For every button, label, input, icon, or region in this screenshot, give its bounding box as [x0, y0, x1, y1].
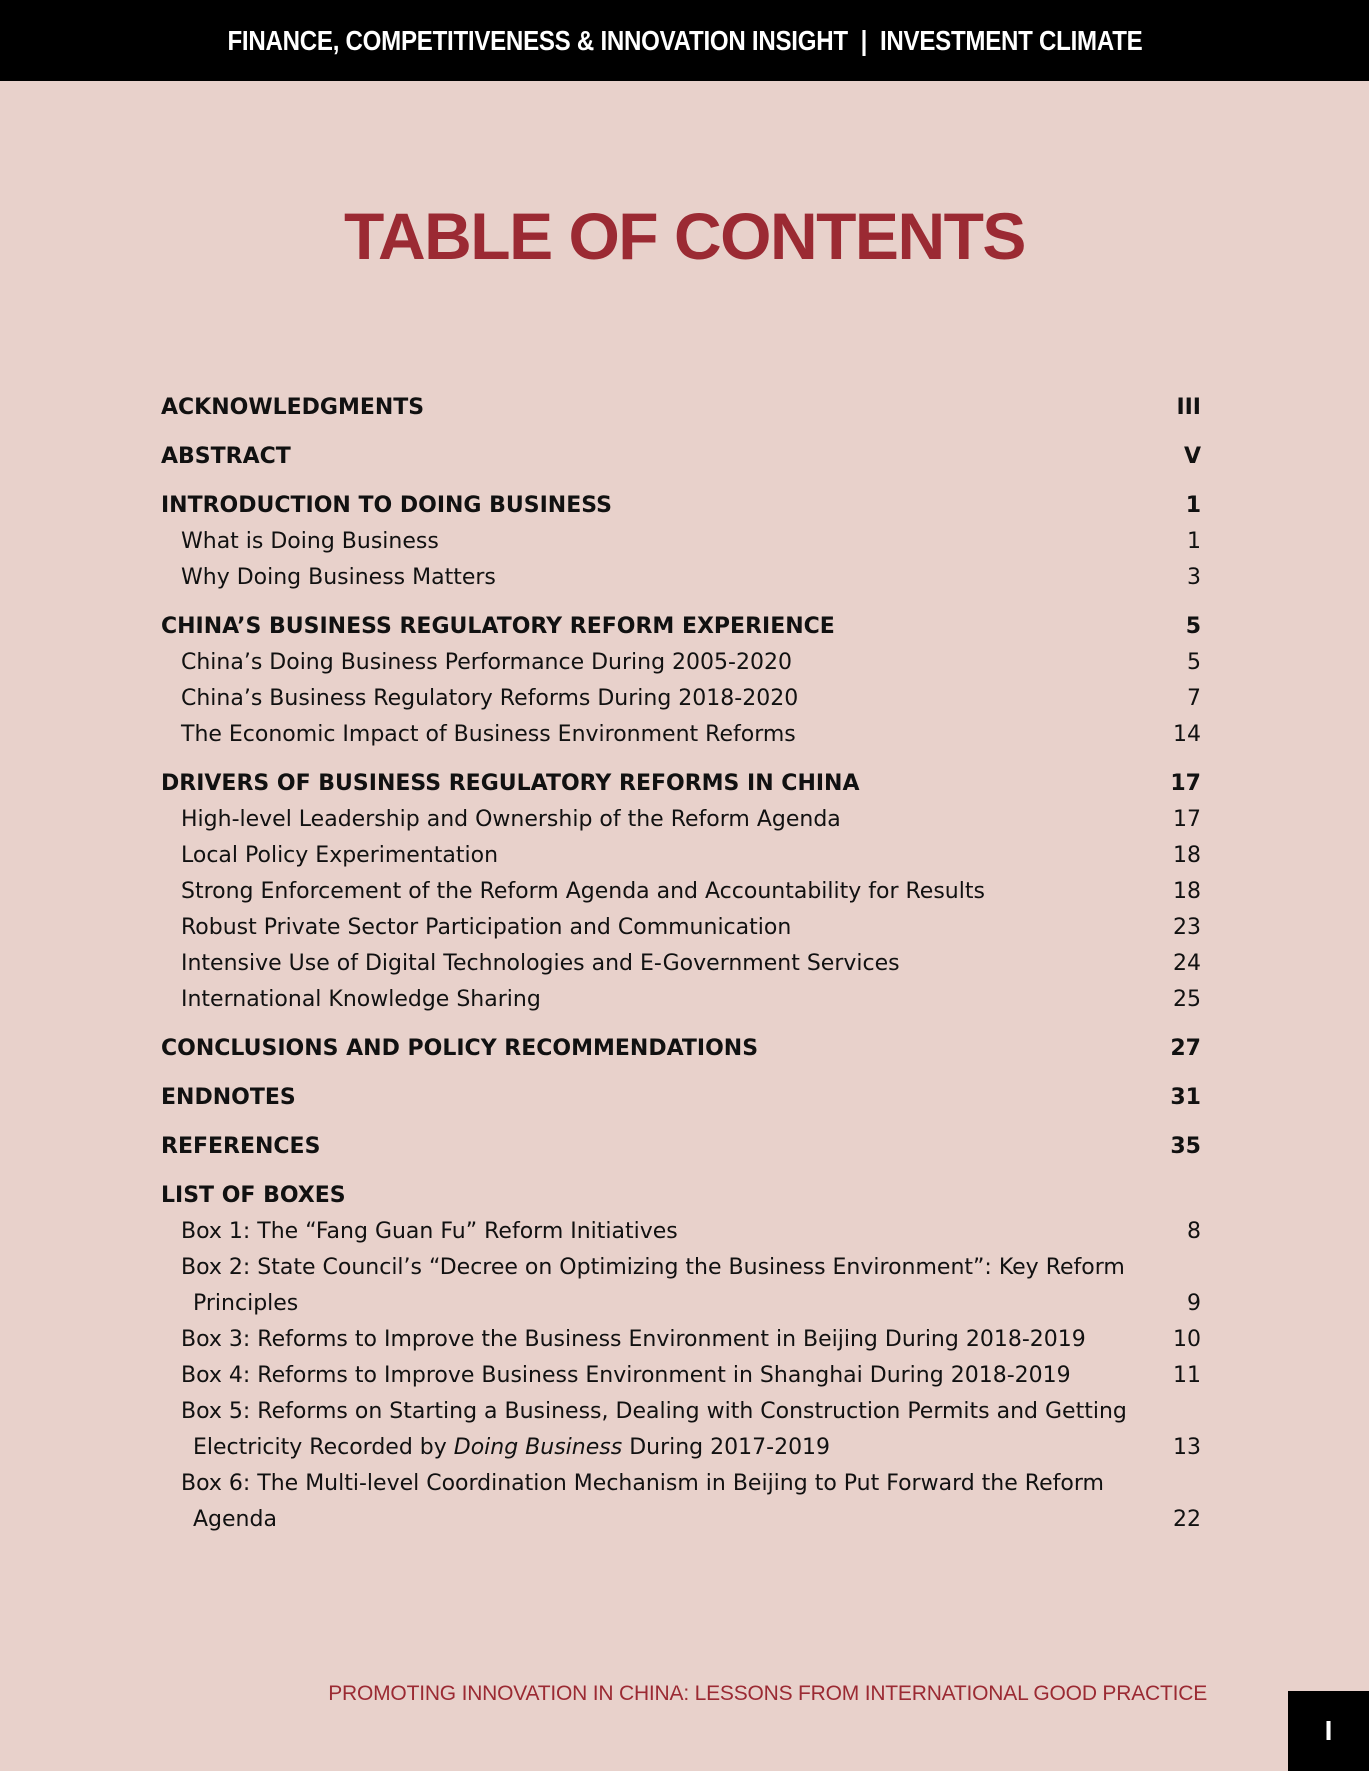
toc-entry-page: 7: [1187, 686, 1201, 711]
toc-entry-page: 31: [1170, 1085, 1201, 1110]
toc-entry-label: Why Doing Business Matters: [181, 565, 496, 590]
toc-entry-label: Box 1: The “Fang Guan Fu” Reform Initiatives: [181, 1219, 678, 1244]
toc-subentry[interactable]: [161, 681, 1201, 717]
toc-drivers[interactable]: [161, 766, 1201, 802]
toc-entry-label: What is Doing Business: [181, 529, 439, 554]
toc-entry-label: Robust Private Sector Participation and Communication: [181, 915, 792, 940]
toc-subentry[interactable]: [161, 982, 1201, 1018]
table-of-contents: [161, 390, 1201, 1538]
toc-entry-label: The Economic Impact of Business Environment Reforms: [181, 722, 796, 747]
page-number: I: [1288, 1691, 1369, 1771]
toc-entry-label: ENDNOTES: [161, 1085, 296, 1110]
toc-entry-page: 1: [1185, 493, 1201, 518]
toc-entry-label: ACKNOWLEDGMENTS: [161, 395, 425, 420]
toc-references[interactable]: [161, 1129, 1201, 1165]
toc-abstract[interactable]: [161, 439, 1201, 475]
toc-subentry[interactable]: [161, 910, 1201, 946]
toc-entry-page: V: [1183, 444, 1201, 469]
toc-subentry[interactable]: [161, 524, 1201, 560]
toc-entry-label: Box 4: Reforms to Improve Business Environment in Shanghai During 2018-2019: [181, 1363, 1071, 1388]
toc-subentry[interactable]: [161, 802, 1201, 838]
toc-entry-page: 5: [1185, 614, 1201, 639]
toc-entry-page: 35: [1170, 1134, 1201, 1159]
toc-label-suffix: During 2017-2019: [622, 1435, 831, 1460]
toc-entry-label-wrapper: [181, 1394, 1141, 1466]
toc-entry-page: 22: [1173, 1507, 1201, 1532]
toc-entry-page: 11: [1173, 1363, 1201, 1388]
toc-endnotes[interactable]: [161, 1080, 1201, 1116]
toc-entry-label: Box 5: Reforms on Starting a Business, Dealing with Construction Permits and Getting: [181, 1399, 1127, 1424]
toc-entry-label: CHINA’S BUSINESS REGULATORY REFORM EXPERIENCE: [161, 614, 835, 639]
toc-entry-label: Intensive Use of Digital Technologies and E-Government Services: [181, 951, 900, 976]
toc-subentry[interactable]: [161, 717, 1201, 753]
toc-introduction[interactable]: [161, 488, 1201, 524]
toc-entry-page: 3: [1187, 565, 1201, 590]
toc-entry-page: 18: [1173, 843, 1201, 868]
toc-subentry[interactable]: [161, 838, 1201, 874]
toc-entry-label: International Knowledge Sharing: [181, 987, 541, 1012]
toc-box-entry[interactable]: [161, 1214, 1201, 1250]
toc-entry-page: 25: [1173, 987, 1201, 1012]
toc-entry-label: Box 3: Reforms to Improve the Business Environment in Beijing During 2018-2019: [181, 1327, 1086, 1352]
toc-entry-label: High-level Leadership and Ownership of the Reform Agenda: [181, 807, 841, 832]
page-title: TABLE OF CONTENTS: [344, 199, 1025, 273]
toc-box-entry[interactable]: [161, 1394, 1201, 1466]
toc-entry-label-continued: [181, 1430, 1141, 1466]
toc-entry-page: III: [1176, 395, 1201, 420]
toc-entry-page: 18: [1173, 879, 1201, 904]
toc-entry-label: Strong Enforcement of the Reform Agenda and Accountability for Results: [181, 879, 985, 904]
toc-entry-label: INTRODUCTION TO DOING BUSINESS: [161, 493, 612, 518]
toc-entry-label: Box 6: The Multi-level Coordination Mechanism in Beijing to Put Forward the Reform: [181, 1471, 1104, 1496]
toc-china-reform[interactable]: [161, 609, 1201, 645]
toc-entry-label: Local Policy Experimentation: [181, 843, 499, 868]
footer-title: PROMOTING INNOVATION IN CHINA: LESSONS FROM INTERNATIONAL GOOD PRACTICE: [328, 1682, 1207, 1705]
toc-entry-label: China’s Doing Business Performance During 2005-2020: [181, 650, 792, 675]
toc-subentry[interactable]: [161, 645, 1201, 681]
toc-entry-page: 17: [1170, 771, 1201, 796]
toc-entry-label: Box 2: State Council’s “Decree on Optimizing the Business Environment”: Key Reform: [181, 1255, 1125, 1280]
toc-box-entry[interactable]: [161, 1322, 1201, 1358]
toc-box-entry[interactable]: [161, 1466, 1201, 1538]
toc-subentry[interactable]: [161, 560, 1201, 596]
toc-entry-page: 23: [1173, 915, 1201, 940]
toc-box-entry[interactable]: [161, 1358, 1201, 1394]
toc-list-of-boxes: [161, 1178, 1201, 1214]
toc-entry-label: DRIVERS OF BUSINESS REGULATORY REFORMS IN CHINA: [161, 771, 860, 796]
toc-acknowledgments[interactable]: [161, 390, 1201, 426]
toc-label-italic: Doing Business: [453, 1435, 623, 1460]
toc-label-prefix: Electricity Recorded by: [193, 1435, 454, 1460]
toc-subentry[interactable]: [161, 874, 1201, 910]
toc-entry-page: 13: [1173, 1435, 1201, 1460]
toc-conclusions[interactable]: [161, 1031, 1201, 1067]
toc-entry-page: 10: [1173, 1327, 1201, 1352]
toc-entry-label: CONCLUSIONS AND POLICY RECOMMENDATIONS: [161, 1036, 759, 1061]
toc-entry-label-continued: Agenda: [193, 1507, 277, 1532]
toc-entry-label: China’s Business Regulatory Reforms During 2018-2020: [181, 686, 799, 711]
toc-entry-page: 8: [1187, 1219, 1201, 1244]
toc-entry-label: REFERENCES: [161, 1134, 321, 1159]
toc-entry-page: 14: [1173, 722, 1201, 747]
toc-entry-page: 9: [1187, 1291, 1201, 1316]
toc-entry-label-wrapper: [181, 1466, 1141, 1538]
toc-entry-label-continued: Principles: [193, 1291, 299, 1316]
toc-entry-label: LIST OF BOXES: [161, 1183, 346, 1208]
toc-box-entry[interactable]: [161, 1250, 1201, 1322]
toc-entry-page: 17: [1173, 807, 1201, 832]
toc-entry-label-wrapper: [181, 1250, 1141, 1322]
toc-entry-page: 1: [1187, 529, 1201, 554]
header-text: FINANCE, COMPETITIVENESS & INNOVATION INSIGHT | INVESTMENT CLIMATE: [227, 24, 1142, 56]
header-bar: [0, 0, 1369, 81]
toc-entry-page: 5: [1187, 650, 1201, 675]
toc-subentry[interactable]: [161, 946, 1201, 982]
toc-entry-label: ABSTRACT: [161, 444, 291, 469]
toc-entry-page: 27: [1170, 1036, 1201, 1061]
toc-entry-page: 24: [1173, 951, 1201, 976]
